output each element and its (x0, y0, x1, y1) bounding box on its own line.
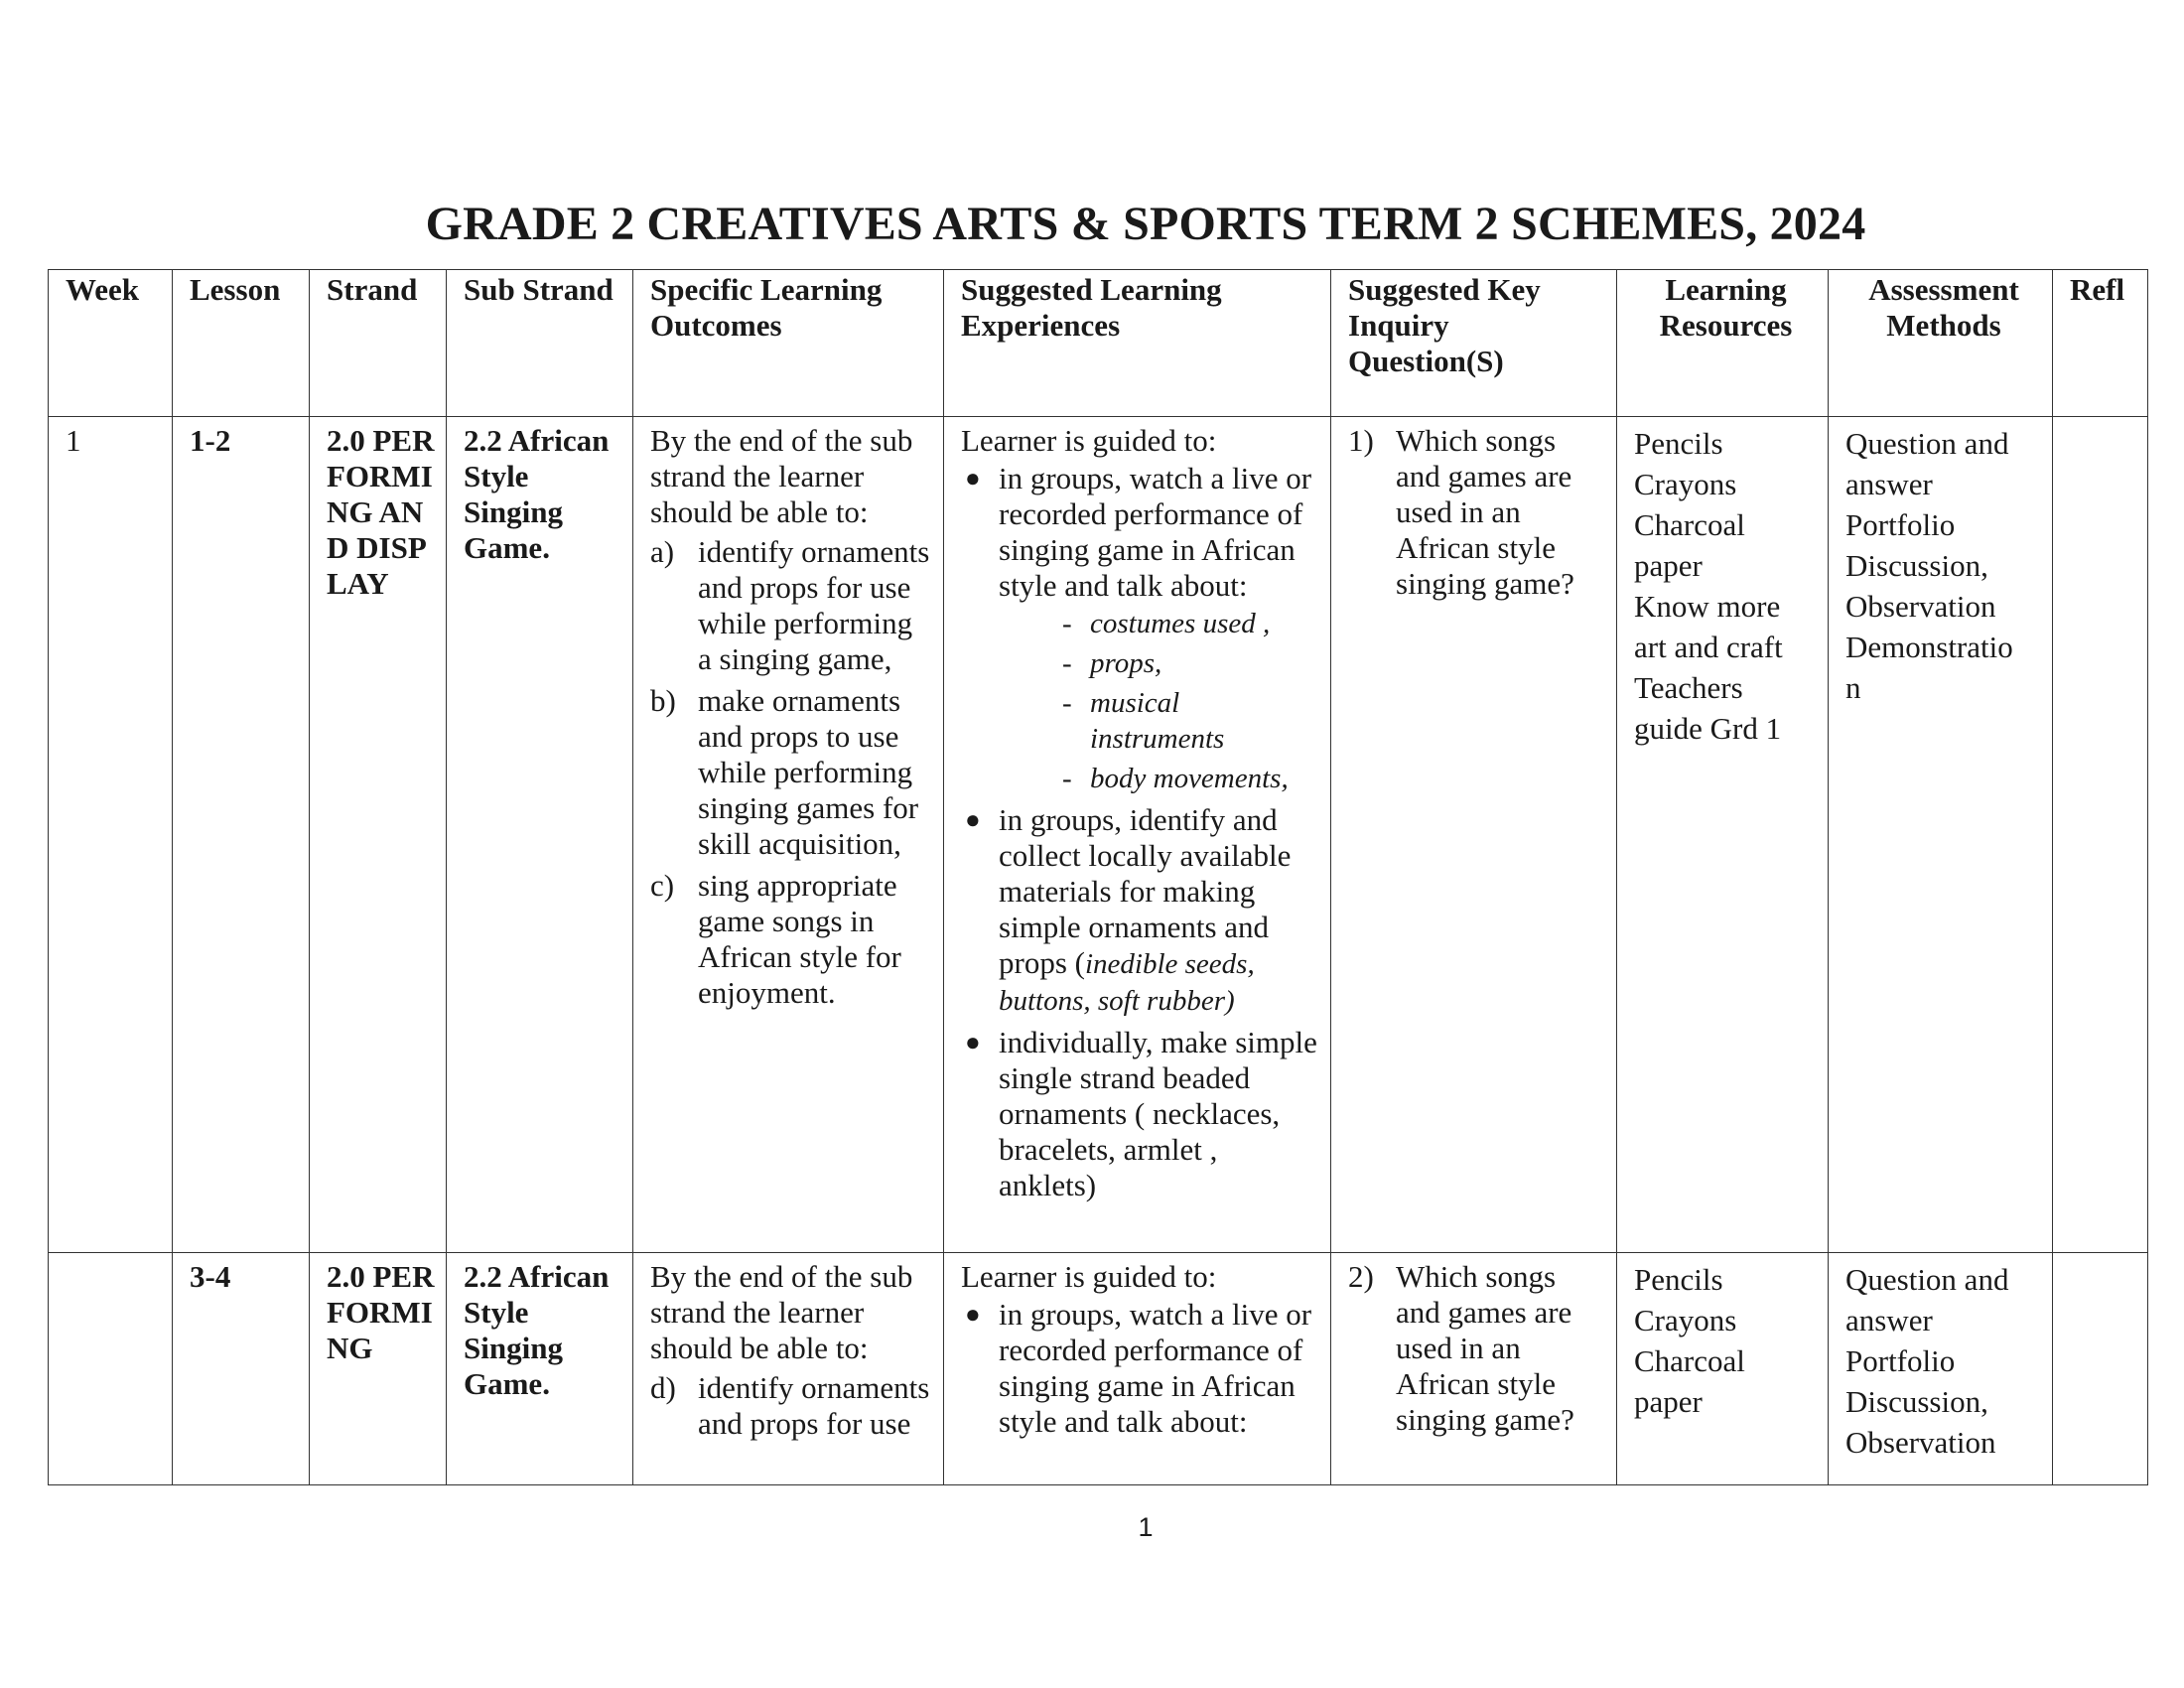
assessment-item: Demonstratio (1845, 630, 2013, 664)
assessment-item: Question and (1845, 1262, 2009, 1297)
list-item (1348, 1259, 1606, 1438)
assessment-item: Portfolio (1845, 1343, 1956, 1378)
inquiry-list (1348, 1259, 1606, 1438)
header-reflection: Refl (2053, 270, 2148, 417)
document-title: GRADE 2 CREATIVES ARTS & SPORTS TERM 2 SCHEMES, 2024 (425, 198, 1866, 250)
list-marker: a) (650, 534, 675, 569)
resource-item: Teachers (1634, 670, 1743, 705)
strand-cell: 2.0 PERFORMING AND DISPLAY (310, 417, 447, 1253)
experiences-list (961, 461, 1320, 1203)
experiences-intro: Learner is guided to: (961, 423, 1217, 458)
table-row (49, 417, 2148, 1253)
sub-strand-cell: 2.2 African Style Singing Game. (447, 1253, 633, 1485)
header-inquiry: Suggested Key Inquiry Question(S) (1331, 270, 1617, 417)
resource-item: paper (1634, 548, 1703, 583)
assessment-item: Question and (1845, 426, 2009, 461)
assessment-cell (1829, 417, 2053, 1253)
inquiry-text: Which songs and games are used in an African style singing game? (1396, 1259, 1574, 1437)
list-item (1348, 423, 1606, 602)
page-number: 1 (1138, 1512, 1154, 1542)
experience-text: individually, make simple single strand beaded ornaments ( necklaces, bracelets, armlet , anklets) (999, 1025, 1317, 1202)
header-outcomes: Specific Learning Outcomes (633, 270, 944, 417)
assessment-item: answer (1845, 467, 1933, 501)
resource-item: Know more (1634, 589, 1781, 624)
scheme-table (48, 269, 2148, 1485)
inquiry-text: Which songs and games are used in an African style singing game? (1396, 423, 1574, 601)
sub-list (999, 606, 1320, 796)
assessment-cell (1829, 1253, 2053, 1485)
assessment-item: Portfolio (1845, 507, 1956, 542)
outcome-text: identify ornaments and props for use (698, 1370, 930, 1441)
list-marker: d) (650, 1370, 676, 1405)
dash-icon: - (1062, 647, 1072, 679)
sub-item-text: musical instruments (1090, 687, 1225, 755)
list-marker: 2) (1348, 1259, 1374, 1294)
reflection-cell (2053, 1253, 2148, 1485)
dash-icon: - (1062, 687, 1072, 719)
header-week: Week (49, 270, 173, 417)
assessment-item: n (1845, 670, 1861, 705)
resources-cell (1617, 1253, 1829, 1485)
list-item (999, 606, 1320, 641)
resource-item: Charcoal (1634, 507, 1745, 542)
week-cell: 1 (49, 417, 173, 1253)
dash-icon: - (1062, 763, 1072, 794)
outcomes-cell (633, 1253, 944, 1485)
dash-icon: - (1062, 608, 1072, 639)
sub-strand-cell: 2.2 African Style Singing Game. (447, 417, 633, 1253)
list-item (961, 1297, 1320, 1440)
experience-italic-text: inedible seeds, buttons, soft rubber) (999, 948, 1255, 1017)
experience-text: in groups, identify and collect locally available materials for making simple ornaments and props ( (999, 802, 1292, 980)
list-item (961, 461, 1320, 796)
outcomes-list (650, 1370, 933, 1442)
header-strand: Strand (310, 270, 447, 417)
sub-item-text: body movements, (1090, 763, 1289, 794)
header-sub-strand: Sub Strand (447, 270, 633, 417)
outcomes-cell (633, 417, 944, 1253)
bullet-icon: ● (965, 1028, 981, 1056)
inquiry-list (1348, 423, 1606, 602)
week-cell (49, 1253, 173, 1485)
resource-item: Charcoal (1634, 1343, 1745, 1378)
outcome-text: make ornaments and props to use while performing singing games for skill acquisition, (698, 683, 919, 861)
list-item (961, 1025, 1320, 1203)
list-item (650, 683, 933, 862)
strand-cell: 2.0 PERFORMING (310, 1253, 447, 1485)
outcome-text: sing appropriate game songs in African style for enjoyment. (698, 868, 901, 1010)
experience-text: in groups, watch a live or recorded performance of singing game in African style and talk about: (999, 1297, 1312, 1439)
resource-item: paper (1634, 1384, 1703, 1419)
inquiry-cell (1331, 417, 1617, 1253)
list-marker: 1) (1348, 423, 1374, 458)
experiences-cell (944, 1253, 1331, 1485)
experiences-list (961, 1297, 1320, 1440)
header-row (49, 270, 2148, 417)
outcomes-list (650, 534, 933, 1011)
assessment-item: Discussion, (1845, 1384, 1988, 1419)
resource-item: Crayons (1634, 467, 1737, 501)
outcomes-intro: By the end of the sub strand the learner should be able to: (650, 1259, 913, 1365)
list-item (650, 1370, 933, 1442)
assessment-item: Discussion, (1845, 548, 1988, 583)
header-experiences: Suggested Learning Experiences (944, 270, 1331, 417)
bullet-icon: ● (965, 1300, 981, 1329)
resources-cell (1617, 417, 1829, 1253)
list-item (999, 761, 1320, 796)
experiences-cell (944, 417, 1331, 1253)
list-item (650, 868, 933, 1011)
resource-item: guide Grd 1 (1634, 711, 1782, 746)
header-assessment: Assessment Methods (1829, 270, 2053, 417)
list-marker: b) (650, 683, 676, 718)
assessment-item: answer (1845, 1303, 1933, 1337)
header-lesson: Lesson (173, 270, 310, 417)
list-item (650, 534, 933, 677)
resource-item: Pencils (1634, 426, 1723, 461)
resource-item: Crayons (1634, 1303, 1737, 1337)
header-resources: Learning Resources (1617, 270, 1829, 417)
list-marker: c) (650, 868, 675, 903)
bullet-icon: ● (965, 805, 981, 834)
list-item (999, 645, 1320, 681)
resource-item: art and craft (1634, 630, 1783, 664)
reflection-cell (2053, 417, 2148, 1253)
list-item (961, 802, 1320, 1019)
table-row (49, 1253, 2148, 1485)
experiences-intro: Learner is guided to: (961, 1259, 1217, 1294)
lesson-cell: 3-4 (173, 1253, 310, 1485)
inquiry-cell (1331, 1253, 1617, 1485)
assessment-item: Observation (1845, 1425, 1996, 1460)
sub-item-text: props, (1090, 647, 1162, 679)
sub-item-text: costumes used , (1090, 608, 1271, 639)
outcomes-intro: By the end of the sub strand the learner should be able to: (650, 423, 913, 529)
assessment-item: Observation (1845, 589, 1996, 624)
resource-item: Pencils (1634, 1262, 1723, 1297)
experience-text: in groups, watch a live or recorded performance of singing game in African style and talk about: (999, 461, 1312, 603)
list-item (999, 685, 1320, 757)
outcome-text: identify ornaments and props for use while performing a singing game, (698, 534, 930, 676)
lesson-cell: 1-2 (173, 417, 310, 1253)
bullet-icon: ● (965, 464, 981, 492)
